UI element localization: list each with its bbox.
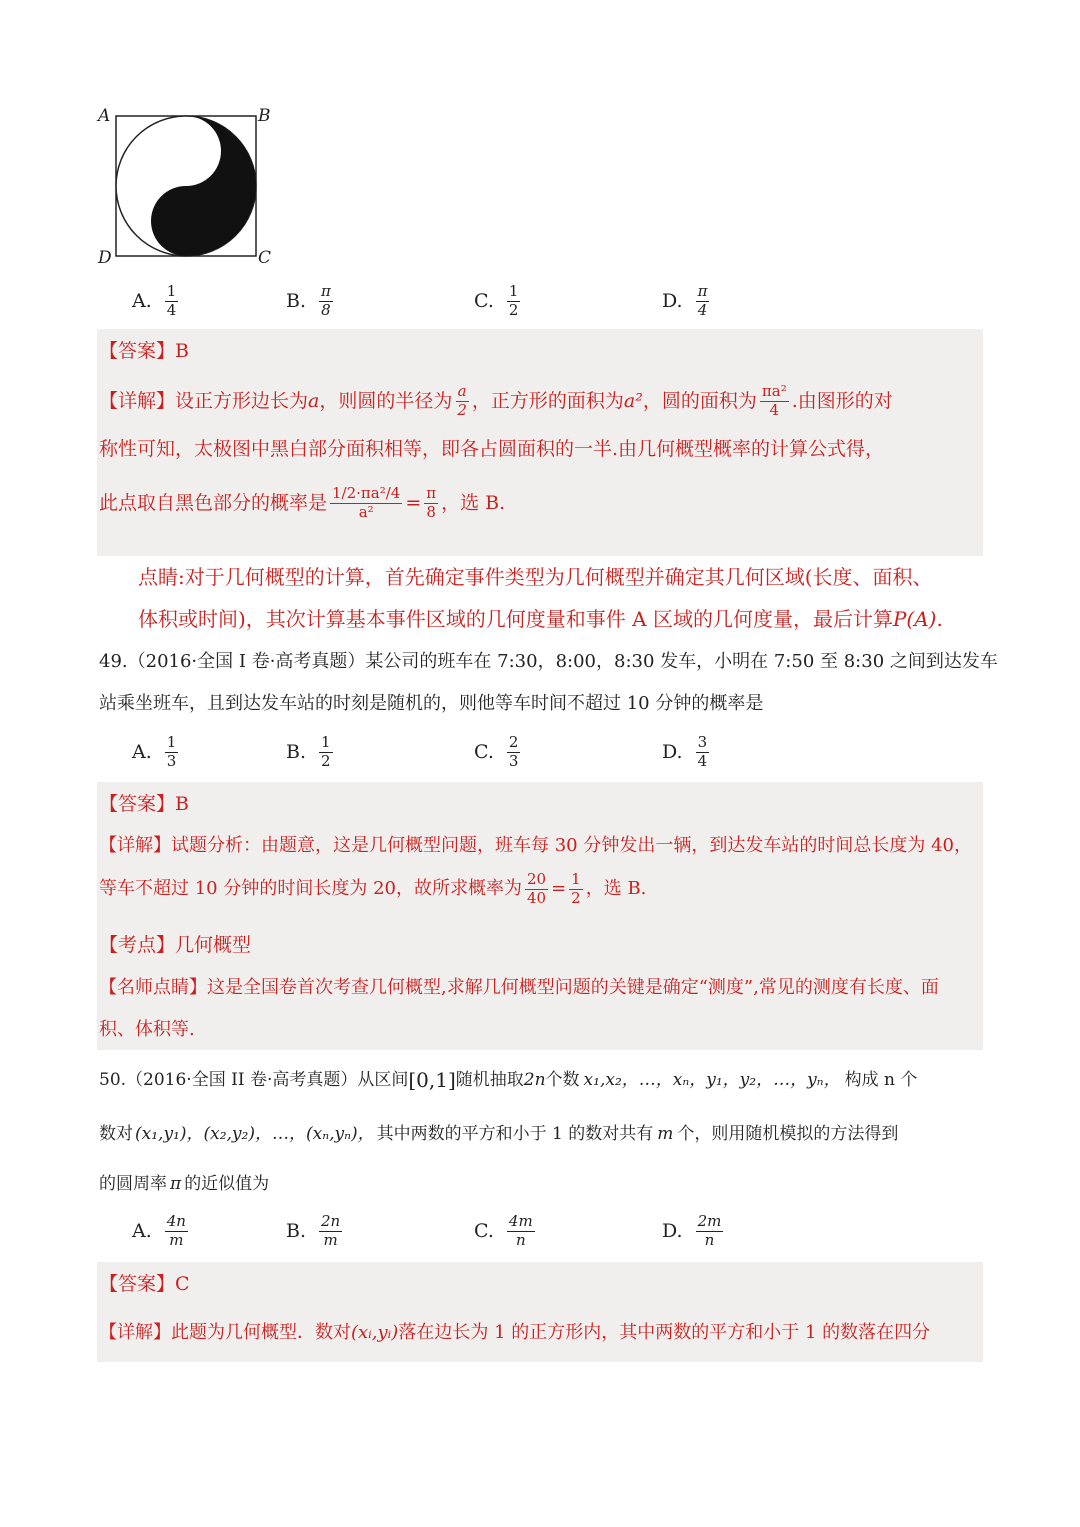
white-dot [179,144,193,158]
q50-option-b: B. $\frac{2n}{m}$ [286,1212,341,1249]
q49-stem-line2: 站乘坐班车，且到达发车站的时刻是随机的，则他等车时间不超过 10 分钟的概率是 [99,693,764,714]
q48-answer: 【答案】B [99,340,189,362]
q48-option-b: B. $\frac{\pi}{8}$ [286,282,331,319]
q49-answer-block [97,782,983,1050]
vertex-label-c: C [258,248,272,268]
q48-detail-line1: 【详解】设正方形边长为 a ，则圆的半径为 $\frac{a}{2}$ ，正方形的面积为 a² ，圆的面积为 $\frac{\text{πa²}}{4}$ .由图形的对 [99,382,893,419]
q48-option-d: D. $\frac{\pi}{4}$ [662,282,708,319]
q49-option-d: D. $\frac{3}{4}$ [662,733,708,770]
vertex-label-a: A [98,106,111,126]
q48-detail-line3: 此点取自黑色部分的概率是 $\frac{\text{1/2·πa²/4}}{\text{a²}}$ = $\frac{\pi}{8}$ ，选 B. [99,484,506,521]
q49-kaodian: 【考点】几何概型 [99,934,252,956]
q50-stem-line3: 的圆周率 π 的近似值为 [99,1174,270,1194]
black-dot [179,214,193,228]
q50-answer: 【答案】C [99,1273,190,1295]
q50-stem-line2: 数对 (x₁,y₁)，(x₂,y₂)，…，(xₙ,yₙ)， 其中两数的平方和小于 1 的数对共有 m 个，则用随机模拟的方法得到 [99,1124,899,1144]
q49-detail-line1: 【详解】试题分析：由题意，这是几何概型问题，班车每 30 分钟发出一辆，到达发车站的时间总长度为 40， [99,835,972,856]
q49-mingshi-line1: 【名师点睛】这是全国卷首次考查几何概型,求解几何概型问题的关键是确定“测度”,常见的测度有长度、面 [99,977,939,998]
q48-option-a: A. $\frac{1}{4}$ [132,282,177,319]
q50-option-c: C. $\frac{4m}{n}$ [474,1212,533,1249]
q49-answer: 【答案】B [99,793,189,815]
q48-option-c: C. $\frac{1}{2}$ [474,282,519,319]
q50-stem-line1: 50.（2016·全国 II 卷·高考真题）从区间 [0,1] 随机抽取 2n 个数 x₁,x₂，…，xₙ，y₁，y₂，…，yₙ， 构成 n 个 [99,1068,918,1092]
q49-detail-line2: 等车不超过 10 分钟的时间长度为 20，故所求概率为 $\frac{20}{40}$ = $\frac{1}{2}$ ，选 B. [99,870,647,907]
q48-detail-line2: 称性可知，太极图中黑白部分面积相等，即各占圆面积的一半.由几何概型概率的计算公式得， [99,438,885,460]
q50-option-a: A. $\frac{4n}{m}$ [132,1212,186,1249]
vertex-label-b: B [258,106,271,126]
q50-detail-line1: 【详解】此题为几何概型．数对(xᵢ,yᵢ)落在边长为 1 的正方形内，其中两数的平方和小于 1 的数落在四分 [99,1322,931,1343]
q49-option-b: B. $\frac{1}{2}$ [286,733,331,770]
q50-answer-block [97,1262,983,1362]
vertex-label-d: D [98,248,112,268]
taiji-diagram [96,104,286,274]
q49-option-c: C. $\frac{2}{3}$ [474,733,519,770]
q49-stem-line1: 49.（2016·全国 I 卷·高考真题）某公司的班车在 7:30，8:00，8:30 发车，小明在 7:50 至 8:30 之间到达发车 [99,651,998,672]
q48-tip-line1: 点睛:对于几何概型的计算，首先确定事件类型为几何概型并确定其几何区域(长度、面积、 [138,565,933,589]
q48-tip-line2: 体积或时间)，其次计算基本事件区域的几何度量和事件 A 区域的几何度量，最后计算P(A). [138,607,943,631]
q50-option-d: D. $\frac{2m}{n}$ [662,1212,722,1249]
taiji-figure [96,104,286,274]
q49-mingshi-line2: 积、体积等. [99,1019,195,1040]
q49-option-a: A. $\frac{1}{3}$ [132,733,177,770]
